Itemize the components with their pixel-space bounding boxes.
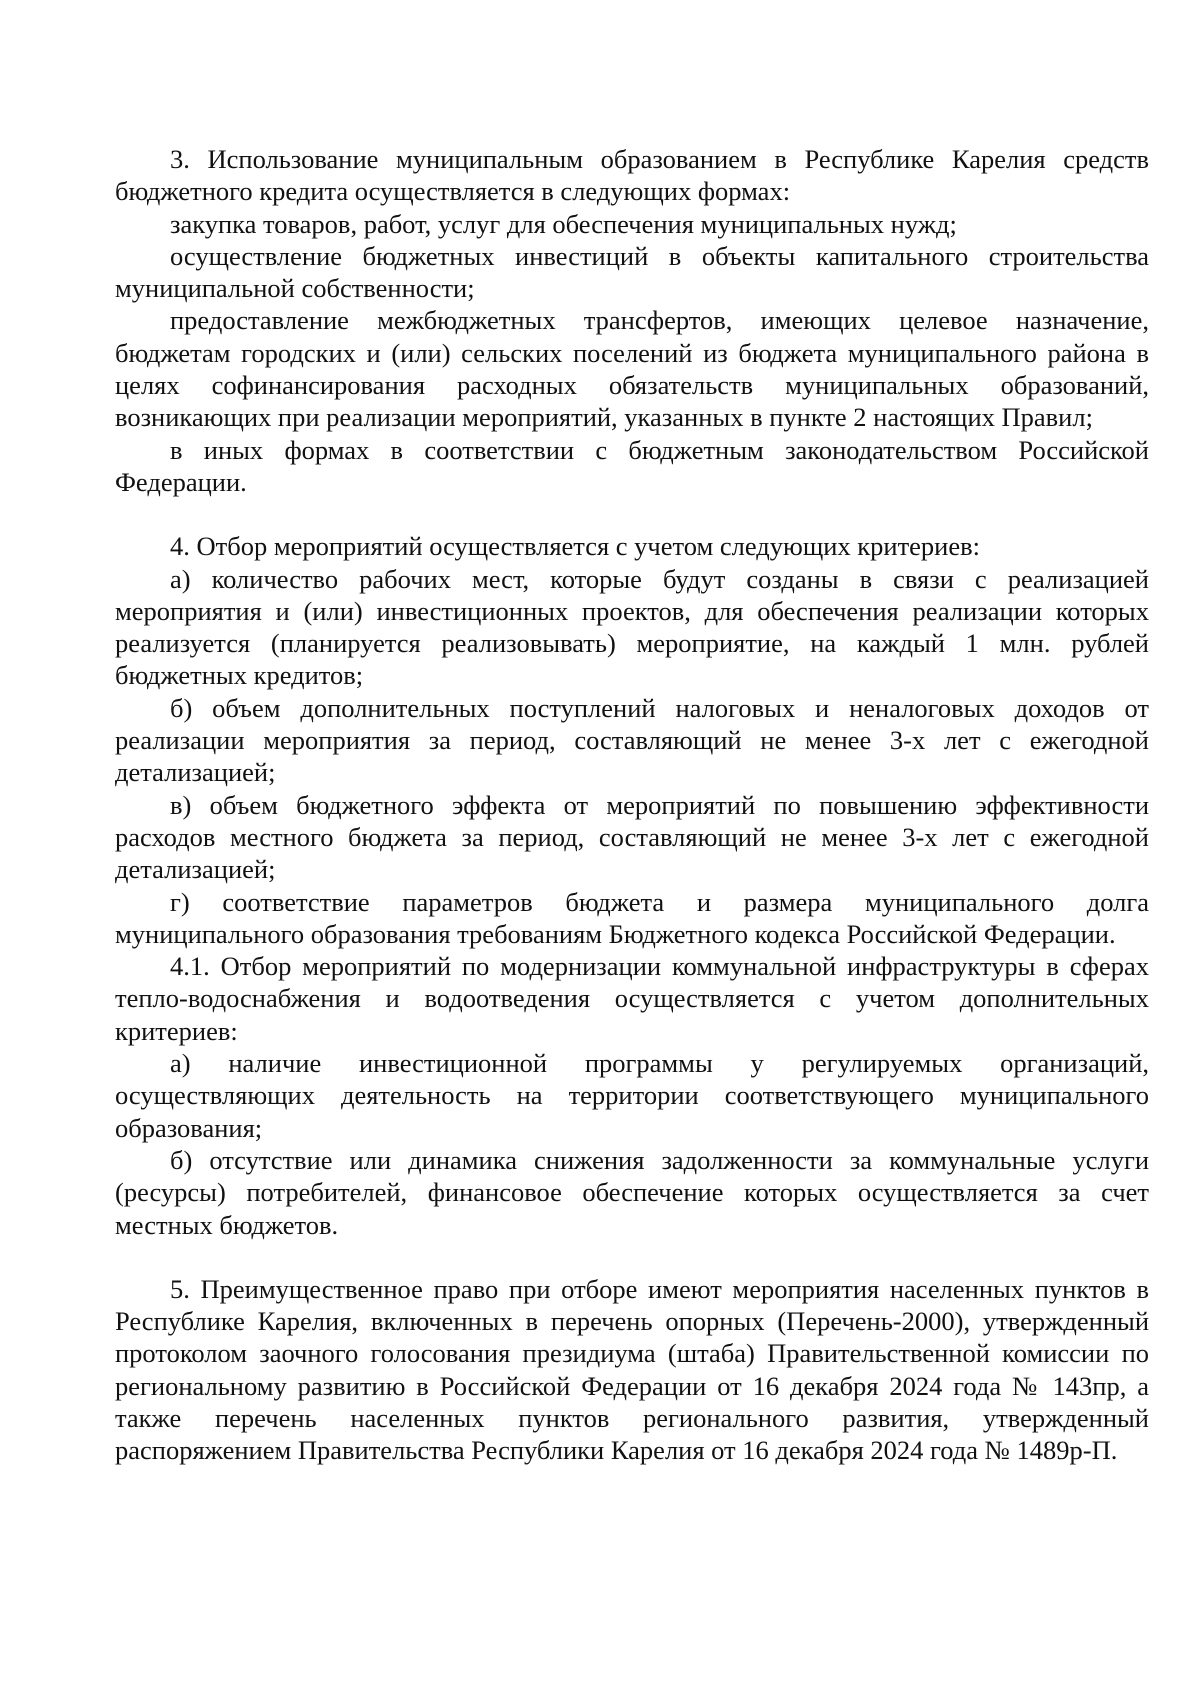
- document-page: [115, 143, 1149, 1467]
- paragraph-4-criterion-a: а) количество рабочих мест, которые будут созданы в связи с реализацией мероприятия и (или) инвестиционных проектов, для обеспечения реализации которых реализуется (планируется реализовывать) мероприятие, на каждый 1 млн. рублей бюджетных кредитов;: [115, 563, 1149, 691]
- paragraph-4-criterion-v: в) объем бюджетного эффекта от мероприятий по повышению эффективности расходов местного бюджета за период, составляющий не менее 3-х лет с ежегодной детализацией;: [115, 789, 1149, 885]
- paragraph-5: 5. Преимущественное право при отборе имеют мероприятия населенных пунктов в Республике Карелия, включенных в перечень опорных (Перечень-2000), утвержденный протоколом заочного голосования президиума (штаба) Правительственной комиссии по региональному развитию в Российской Федерации от 16 декабря 2024 года № 143пр, а также перечень населенных пунктов регионального развития, утвержденный распоряжением Правительства Республики Карелия от 16 декабря 2024 года № 1489р-П.: [115, 1273, 1149, 1466]
- paragraph-4-criterion-g: г) соответствие параметров бюджета и размера муниципального долга муниципального образования требованиям Бюджетного кодекса Российской Федерации.: [115, 886, 1149, 949]
- paragraph-3-form-other: в иных формах в соответствии с бюджетным законодательством Российской Федерации.: [115, 434, 1149, 497]
- paragraph-3-form-investments: осуществление бюджетных инвестиций в объекты капитального строительства муниципальной собственности;: [115, 240, 1149, 304]
- paragraph-4-1-intro: 4.1. Отбор мероприятий по модернизации коммунальной инфраструктуры в сферах тепло-водоснабжения и водоотведения осуществляется с учетом дополнительных критериев:: [115, 951, 1149, 1046]
- paragraph-3-intro: 3. Использование муниципальным образованием в Республике Карелия средств бюджетного кредита осуществляется в следующих формах:: [115, 144, 1149, 207]
- paragraph-4-1-criterion-a: а) наличие инвестиционной программы у регулируемых организаций, осуществляющих деятельность на территории соответствующего муниципального образования;: [115, 1048, 1149, 1143]
- paragraph-3-form-transfers: предоставление межбюджетных трансфертов, имеющих целевое назначение, бюджетам городских и (или) сельских поселений из бюджета муниципального района в целях софинансирования расходных обязательств муниципальных образований, возникающих при реализации мероприятий, указанных в пункте 2 настоящих Правил;: [115, 305, 1149, 433]
- paragraph-4-intro: 4. Отбор мероприятий осуществляется с учетом следующих критериев:: [170, 531, 980, 562]
- paragraph-4-criterion-b: б) объем дополнительных поступлений налоговых и неналоговых доходов от реализации мероприятия за период, составляющий не менее 3-х лет с ежегодной детализацией;: [115, 692, 1149, 788]
- paragraph-3-form-procurement: закупка товаров, работ, услуг для обеспечения муниципальных нужд;: [170, 208, 957, 239]
- paragraph-4-1-criterion-b: б) отсутствие или динамика снижения задолженности за коммунальные услуги (ресурсы) потребителей, финансовое обеспечение которых осуществляется за счет местных бюджетов.: [115, 1144, 1149, 1240]
